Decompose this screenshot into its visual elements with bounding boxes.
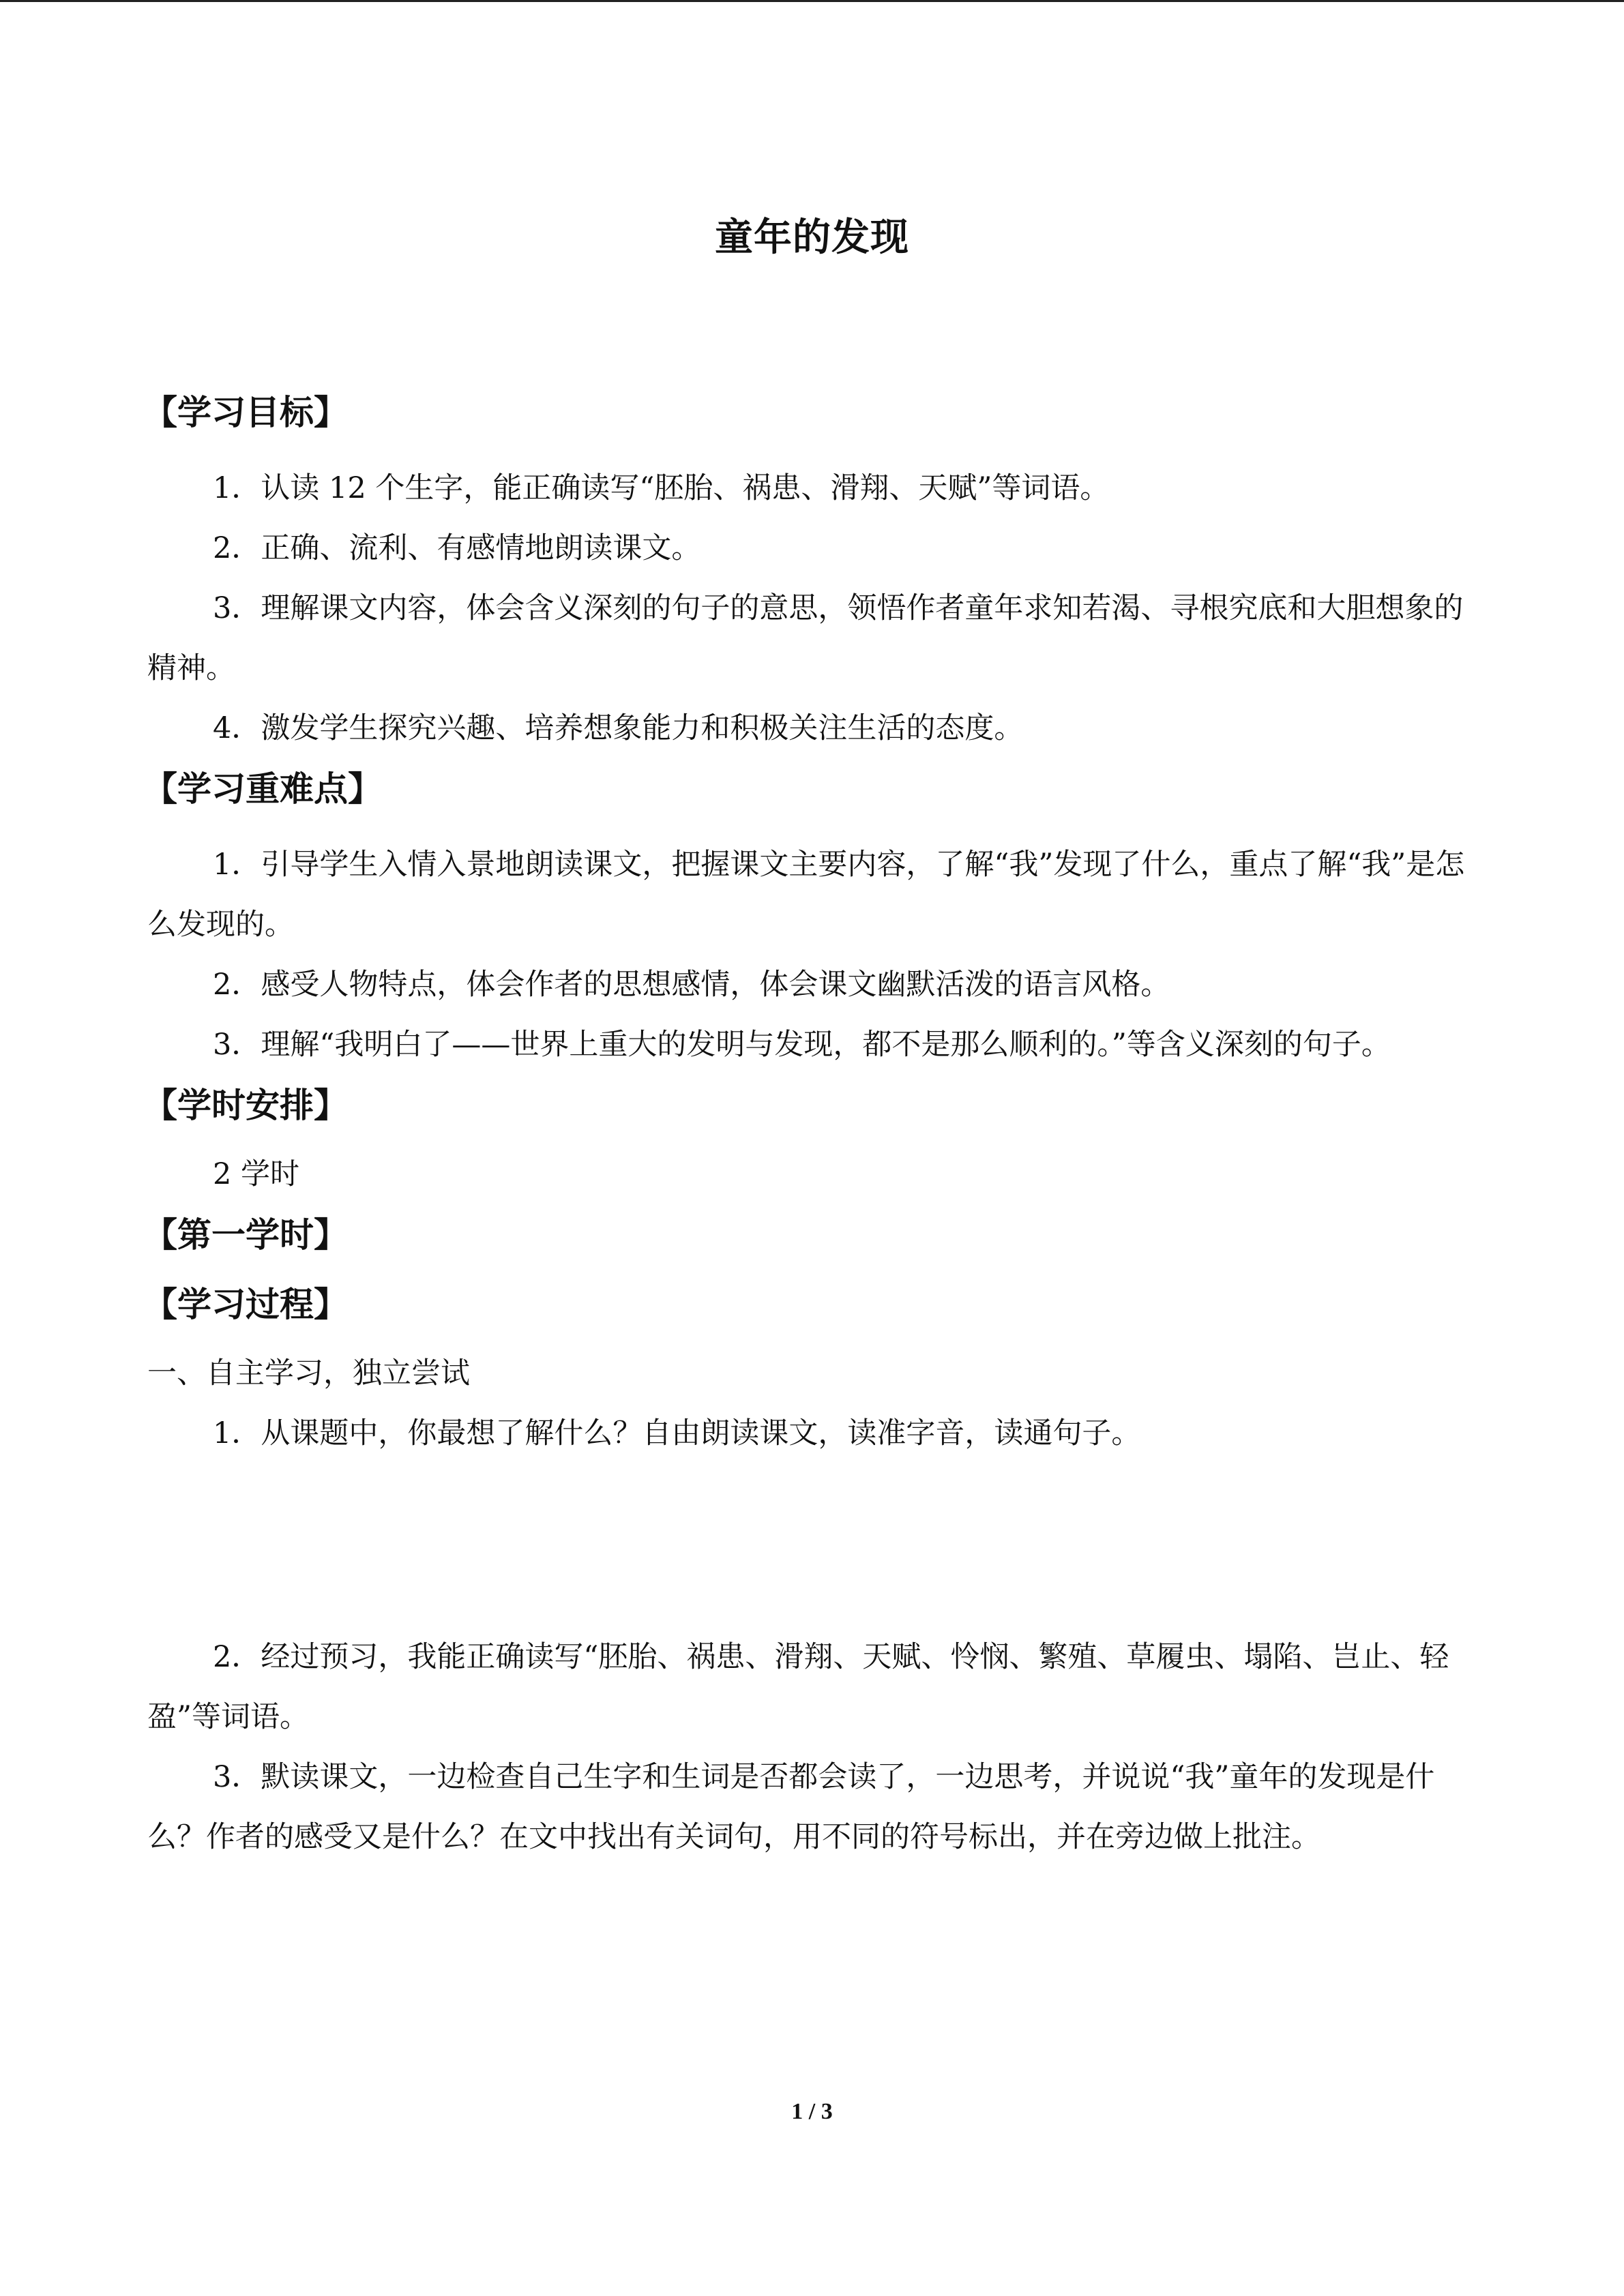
page-number: 1 / 3 [791, 2099, 833, 2124]
process-item-1: 1．从课题中，你最想了解什么？自由朗读课文，读准字音，读通句子。 [213, 1416, 1141, 1450]
document-body [143, 382, 1477, 1867]
key-point-item-2: 2．感受人物特点，体会作者的思想感情，体会课文幽默活泼的语言风格。 [213, 968, 1170, 1002]
process-part1-title: 一、自主学习，独立尝试 [147, 1356, 470, 1390]
process-item-2: 2．经过预习，我能正确读写“胚胎、祸患、滑翔、天赋、怜悯、繁殖、草履虫、塌陷、岂止、轻盈”等词语。 [147, 1640, 1449, 1734]
goal-item-1: 1．认读 12 个生字，能正确读写“胚胎、祸患、滑翔、天赋”等词语。 [213, 471, 1110, 505]
answer-blank-space [147, 1463, 1477, 1627]
top-border-line [0, 0, 1624, 2]
process-heading: 【学习过程】 [143, 1284, 348, 1324]
key-points-heading: 【学习重难点】 [143, 769, 382, 809]
first-period-heading: 【第一学时】 [143, 1214, 348, 1255]
key-point-item-1: 1．引导学生入情入景地朗读课文，把握课文主要内容，了解“我”发现了什么，重点了解“我”是怎么发现的。 [147, 848, 1465, 942]
schedule-heading: 【学时安排】 [143, 1085, 348, 1125]
process-item-3: 3．默读课文，一边检查自己生字和生词是否都会读了，一边思考，并说说“我”童年的发现是什么？作者的感受又是什么？在文中找出有关词句，用不同的符号标出，并在旁边做上批注。 [147, 1760, 1435, 1854]
goal-item-2: 2．正确、流利、有感情地朗读课文。 [213, 531, 701, 565]
goal-item-3: 3．理解课文内容，体会含义深刻的句子的意思，领悟作者童年求知若渴、寻根究底和大胆想象的精神。 [147, 591, 1464, 685]
goal-item-4: 4．激发学生探究兴趣、培养想象能力和积极关注生活的态度。 [213, 711, 1024, 745]
document-title: 童年的发现 [715, 215, 909, 260]
goals-heading: 【学习目标】 [143, 392, 348, 432]
schedule-text: 2 学时 [213, 1157, 300, 1191]
key-point-item-3: 3．理解“我明白了——世界上重大的发明与发现，都不是那么顺利的。”等含义深刻的句子。 [213, 1028, 1391, 1062]
